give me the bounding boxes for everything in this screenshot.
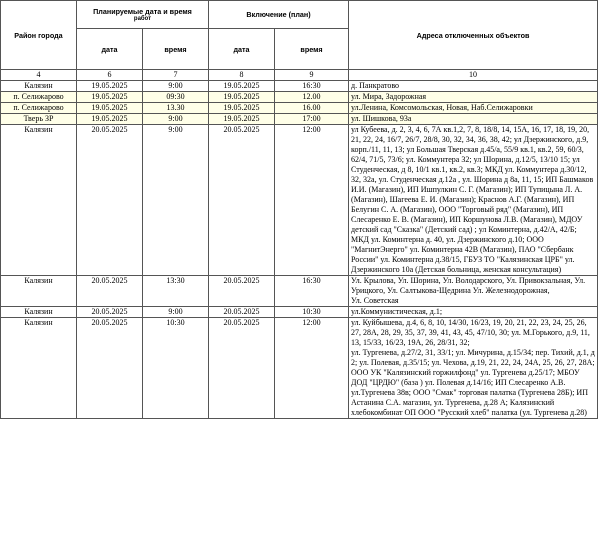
column-number: 10 <box>349 70 598 81</box>
on-date-cell: 20.05.2025 <box>209 307 275 318</box>
on-time-cell: 16:30 <box>275 81 349 92</box>
planned-time-cell: 9:00 <box>143 125 209 276</box>
planned-time-cell: 10:30 <box>143 318 209 419</box>
planned-date-header: дата <box>77 29 143 70</box>
planned-time-cell: 09:30 <box>143 92 209 103</box>
on-date-cell: 19.05.2025 <box>209 114 275 125</box>
column-number: 8 <box>209 70 275 81</box>
address-cell: ул. Шишкова, 93а <box>349 114 598 125</box>
district-cell: Калязин <box>1 307 77 318</box>
district-cell: п. Селижарово <box>1 92 77 103</box>
address-cell: ул.Ленина, Комсомольская, Новая, Наб.Селижаровки <box>349 103 598 114</box>
table-row <box>1 81 598 92</box>
address-cell: ул.Коммунистическая, д.1; <box>349 307 598 318</box>
planned-header <box>77 1 209 29</box>
district-header: Район города <box>1 1 77 70</box>
table-row <box>1 114 598 125</box>
planned-time-cell: 9:00 <box>143 114 209 125</box>
district-cell: п. Селижарово <box>1 103 77 114</box>
on-time-cell: 10:30 <box>275 307 349 318</box>
on-date-cell: 19.05.2025 <box>209 92 275 103</box>
planned-date-cell: 20.05.2025 <box>77 276 143 307</box>
table-row <box>1 276 598 307</box>
planned-date-cell: 19.05.2025 <box>77 103 143 114</box>
planned-date-cell: 19.05.2025 <box>77 92 143 103</box>
planned-title: Планируемые дата и время <box>93 6 192 16</box>
on-date-cell: 19.05.2025 <box>209 103 275 114</box>
switch-on-header: Включение (план) <box>209 1 349 29</box>
district-cell: Калязин <box>1 81 77 92</box>
on-time-cell: 12.00 <box>275 92 349 103</box>
column-number-row <box>1 70 598 81</box>
column-number: 6 <box>77 70 143 81</box>
on-time-header: время <box>275 29 349 70</box>
on-time-cell: 12:00 <box>275 318 349 419</box>
planned-time-cell: 13:30 <box>143 276 209 307</box>
district-cell: Калязин <box>1 125 77 276</box>
on-time-cell: 12:00 <box>275 125 349 276</box>
on-time-cell: 16.00 <box>275 103 349 114</box>
planned-date-cell: 20.05.2025 <box>77 307 143 318</box>
on-date-cell: 20.05.2025 <box>209 125 275 276</box>
on-date-cell: 20.05.2025 <box>209 276 275 307</box>
addresses-header: Адреса отключенных объектов <box>349 1 598 70</box>
on-time-cell: 16:30 <box>275 276 349 307</box>
planned-time-cell: 9:00 <box>143 307 209 318</box>
table-row <box>1 103 598 114</box>
planned-date-cell: 19.05.2025 <box>77 81 143 92</box>
planned-date-cell: 20.05.2025 <box>77 125 143 276</box>
district-cell: Калязин <box>1 318 77 419</box>
column-number: 4 <box>1 70 77 81</box>
on-time-cell: 17:00 <box>275 114 349 125</box>
on-date-header: дата <box>209 29 275 70</box>
address-cell: д. Панкратово <box>349 81 598 92</box>
on-date-cell: 19.05.2025 <box>209 81 275 92</box>
district-cell: Калязин <box>1 276 77 307</box>
address-cell: ул. Мира, Задорожная <box>349 92 598 103</box>
planned-subtitle: работ <box>133 15 152 22</box>
table-row <box>1 318 598 419</box>
planned-time-cell: 13.30 <box>143 103 209 114</box>
planned-date-cell: 20.05.2025 <box>77 318 143 419</box>
table-row <box>1 92 598 103</box>
planned-time-header: время <box>143 29 209 70</box>
table-row <box>1 125 598 276</box>
column-number: 7 <box>143 70 209 81</box>
table-row <box>1 307 598 318</box>
address-cell: ул Кубеева, д. 2, 3, 4, 6, 7А кв.1,2, 7, 8, 18/8, 14, 15А, 16, 17, 18, 19, 20, 21, 22, 24, 16/7, 26/7, 28/8, 30, 32, 34, 36, 38, 42; ул Дзержинского, д.9, корп./11, 11, 13; ул Большая Тверская д.45/а, 55/9 кв.1, кв.2, 59, 60/3, 62/4, 71/5, 73/6; ул. Коммунтера 32; ул Шорина, д.12/5, 13/10 15; ул Студенческая, д 8, 10/1 кв.1, кв.2, кв.3; МКД ул. Коммунтера д.30/12, 32, 32а, ул. Студенческая д.12а , ул. Шорина д 8а, 11, 15; ИП Башмаков И.И. (Магазин), ИП Ишпулкин С. Г. (Магазин); ИП Тупицына Л. А. (Магазин), Шагеева Е. И. (Магазин); Краснов А.Г. (Магазин), ИП Белугин С. А. (Магазин), ООО "Торговый ряд" (Магазин), ИП Слесаренко Е. В. (Магазин), ИП Коршунова Л.В. (Магазин), МДОУ детский сад "Сказка" (Детский сад) ; ул Коминтерна, д.42/А, 42/Б; МКД ул. Коминтерна д. 40, ул. Дзержинского д.10; ООО "МагнитЭнерго" ул. Коминтерна 42В (Магазин), ПАО "Сбербанк России" ул. Коминтерна д.38/15, ГБУЗ ТО "Калязинская ЦРБ" ул. Дзержинского 10а (Детская больница, женская консультация) <box>349 125 598 276</box>
planned-date-cell: 19.05.2025 <box>77 114 143 125</box>
column-number: 9 <box>275 70 349 81</box>
planned-time-cell: 9:00 <box>143 81 209 92</box>
address-cell: ул. Куйбышева, д.4, 6, 8, 10, 14/30, 16/23, 19, 20, 21, 22, 23, 24, 25, 26, 27, 28А, 28, 29, 35, 37, 39, 41, 43, 45, 47/10, 30; ул. М.Горького, д.9, 11, 13, 15/33, 16/23, 19А, 26, 28/31, 32; ул. Тургенева, д.27/2, 31, 33/1; ул. Мичурина, д.15/34; пер. Тихий, д.1, д 2; ул. Полевая, д.35/15; ул. Чехова, д.19, 21, 22, 24, 24А, 25, 26, 27, 28А; ООО УК "Калязинский горжилфонд" ул. Тургенева д.25/17; МБОУ ДОД "ЦРДЮ" (база ) ул. Полевая д.14/16; ИП Слесаренко А.В. ул.Тургенева 38в; ООО "Смак" торговая палатка (Тургенева 28Б); ИП Астанина С.А. магазин, ул. Тургенева, д.28 А; Калязинский хлебокомбинат ОП ООО "Русский хлеб" палатка (ул. Тургенева д.28) <box>349 318 598 419</box>
address-cell: Ул. Крылова, Ул. Шорина, Ул. Володарского, Ул. Привокзальная, Ул. Урицкого, Ул. Салтыкова-Щедрина Ул. Железнодорожная, Ул. Советская <box>349 276 598 307</box>
district-cell: Тверь ЗР <box>1 114 77 125</box>
on-date-cell: 20.05.2025 <box>209 318 275 419</box>
